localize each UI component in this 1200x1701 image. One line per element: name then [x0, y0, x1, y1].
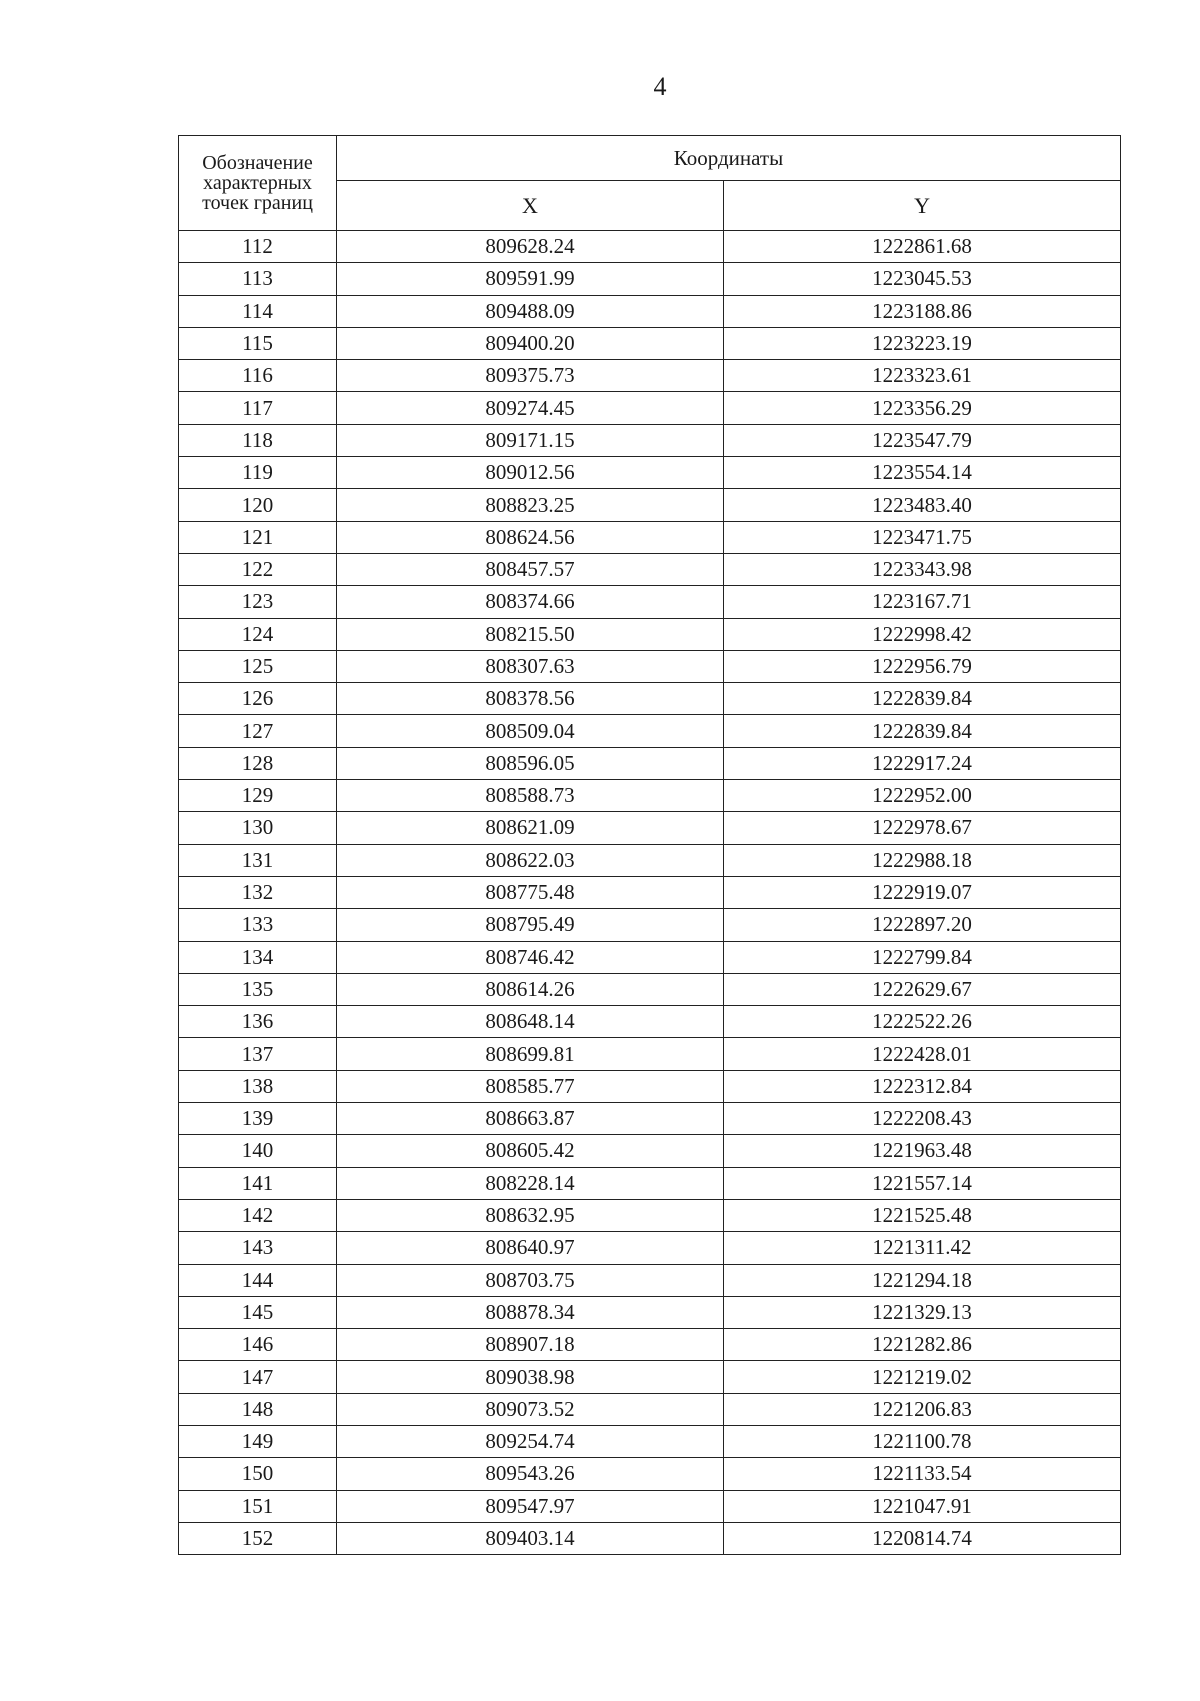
point-cell: 116: [179, 360, 337, 392]
y-cell: 1222897.20: [724, 909, 1121, 941]
x-cell: 809012.56: [337, 457, 724, 489]
x-cell: 808605.42: [337, 1135, 724, 1167]
x-cell: 808457.57: [337, 553, 724, 585]
point-cell: 123: [179, 586, 337, 618]
x-cell: 808588.73: [337, 780, 724, 812]
point-column-header: Обозначение характерных точек границ: [179, 136, 337, 231]
table-row: [179, 650, 1121, 682]
y-cell: 1222998.42: [724, 618, 1121, 650]
table-row: [179, 941, 1121, 973]
x-cell: 808614.26: [337, 973, 724, 1005]
y-cell: 1221100.78: [724, 1425, 1121, 1457]
point-cell: 113: [179, 263, 337, 295]
x-cell: 808509.04: [337, 715, 724, 747]
x-cell: 808648.14: [337, 1006, 724, 1038]
y-cell: 1221557.14: [724, 1167, 1121, 1199]
x-column-header: X: [337, 181, 724, 231]
point-cell: 134: [179, 941, 337, 973]
point-cell: 142: [179, 1199, 337, 1231]
point-cell: 124: [179, 618, 337, 650]
point-cell: 140: [179, 1135, 337, 1167]
table-row: [179, 1425, 1121, 1457]
y-cell: 1222839.84: [724, 715, 1121, 747]
table-row: [179, 1070, 1121, 1102]
y-cell: 1223343.98: [724, 553, 1121, 585]
x-cell: 808795.49: [337, 909, 724, 941]
table-row: [179, 1232, 1121, 1264]
y-cell: 1222861.68: [724, 231, 1121, 263]
table-row: [179, 327, 1121, 359]
table-row: [179, 457, 1121, 489]
table-row: [179, 1006, 1121, 1038]
point-cell: 149: [179, 1425, 337, 1457]
y-cell: 1223483.40: [724, 489, 1121, 521]
y-cell: 1222956.79: [724, 650, 1121, 682]
table-row: [179, 1038, 1121, 1070]
table-row: [179, 489, 1121, 521]
y-cell: 1223471.75: [724, 521, 1121, 553]
y-cell: 1221206.83: [724, 1393, 1121, 1425]
x-cell: 809403.14: [337, 1522, 724, 1554]
table-row: [179, 424, 1121, 456]
x-cell: 809038.98: [337, 1361, 724, 1393]
y-cell: 1223554.14: [724, 457, 1121, 489]
point-cell: 119: [179, 457, 337, 489]
page-number: 4: [653, 72, 667, 101]
x-cell: 809628.24: [337, 231, 724, 263]
table-body: [179, 231, 1121, 1555]
table-row: [179, 1103, 1121, 1135]
x-cell: 808703.75: [337, 1264, 724, 1296]
point-cell: 146: [179, 1329, 337, 1361]
y-cell: 1223188.86: [724, 295, 1121, 327]
y-cell: 1221282.86: [724, 1329, 1121, 1361]
table-row: [179, 360, 1121, 392]
point-cell: 118: [179, 424, 337, 456]
table-row: [179, 263, 1121, 295]
y-cell: 1223167.71: [724, 586, 1121, 618]
y-cell: 1222919.07: [724, 876, 1121, 908]
y-cell: 1221311.42: [724, 1232, 1121, 1264]
coordinates-table: [178, 135, 1121, 1555]
x-cell: 808907.18: [337, 1329, 724, 1361]
x-cell: 808585.77: [337, 1070, 724, 1102]
point-cell: 114: [179, 295, 337, 327]
x-cell: 808746.42: [337, 941, 724, 973]
y-cell: 1222629.67: [724, 973, 1121, 1005]
y-cell: 1221525.48: [724, 1199, 1121, 1231]
x-cell: 808374.66: [337, 586, 724, 618]
point-cell: 141: [179, 1167, 337, 1199]
y-cell: 1222978.67: [724, 812, 1121, 844]
point-cell: 150: [179, 1458, 337, 1490]
table-row: [179, 1167, 1121, 1199]
x-cell: 809171.15: [337, 424, 724, 456]
x-cell: 808378.56: [337, 683, 724, 715]
point-cell: 145: [179, 1296, 337, 1328]
x-cell: 808663.87: [337, 1103, 724, 1135]
x-cell: 808823.25: [337, 489, 724, 521]
y-cell: 1222428.01: [724, 1038, 1121, 1070]
x-cell: 809543.26: [337, 1458, 724, 1490]
point-cell: 137: [179, 1038, 337, 1070]
x-cell: 809073.52: [337, 1393, 724, 1425]
point-cell: 122: [179, 553, 337, 585]
x-cell: 808228.14: [337, 1167, 724, 1199]
x-cell: 808878.34: [337, 1296, 724, 1328]
point-cell: 148: [179, 1393, 337, 1425]
point-cell: 152: [179, 1522, 337, 1554]
x-cell: 808622.03: [337, 844, 724, 876]
point-cell: 126: [179, 683, 337, 715]
point-cell: 115: [179, 327, 337, 359]
x-cell: 809400.20: [337, 327, 724, 359]
x-cell: 808640.97: [337, 1232, 724, 1264]
table-row: [179, 909, 1121, 941]
table-row: [179, 1264, 1121, 1296]
point-cell: 128: [179, 747, 337, 779]
y-cell: 1222952.00: [724, 780, 1121, 812]
point-cell: 112: [179, 231, 337, 263]
y-cell: 1222988.18: [724, 844, 1121, 876]
y-cell: 1221963.48: [724, 1135, 1121, 1167]
x-cell: 808624.56: [337, 521, 724, 553]
x-cell: 809488.09: [337, 295, 724, 327]
table-row: [179, 1329, 1121, 1361]
table-row: [179, 812, 1121, 844]
x-cell: 808215.50: [337, 618, 724, 650]
y-cell: 1223547.79: [724, 424, 1121, 456]
point-cell: 138: [179, 1070, 337, 1102]
table-row: [179, 1361, 1121, 1393]
y-cell: 1221133.54: [724, 1458, 1121, 1490]
table-header: [179, 136, 1121, 231]
table-row: [179, 392, 1121, 424]
point-cell: 151: [179, 1490, 337, 1522]
x-cell: 808596.05: [337, 747, 724, 779]
x-cell: 809274.45: [337, 392, 724, 424]
table-row: [179, 618, 1121, 650]
y-cell: 1221047.91: [724, 1490, 1121, 1522]
point-cell: 125: [179, 650, 337, 682]
y-cell: 1222312.84: [724, 1070, 1121, 1102]
point-cell: 129: [179, 780, 337, 812]
x-cell: 808632.95: [337, 1199, 724, 1231]
y-cell: 1223223.19: [724, 327, 1121, 359]
table-row: [179, 683, 1121, 715]
table-row: [179, 553, 1121, 585]
table-row: [179, 1522, 1121, 1554]
point-cell: 139: [179, 1103, 337, 1135]
x-cell: 809591.99: [337, 263, 724, 295]
table-row: [179, 1458, 1121, 1490]
table-row: [179, 1393, 1121, 1425]
point-cell: 131: [179, 844, 337, 876]
table-row: [179, 747, 1121, 779]
y-cell: 1221219.02: [724, 1361, 1121, 1393]
point-cell: 130: [179, 812, 337, 844]
x-cell: 809254.74: [337, 1425, 724, 1457]
x-cell: 808775.48: [337, 876, 724, 908]
x-cell: 809375.73: [337, 360, 724, 392]
table-row: [179, 295, 1121, 327]
table-row: [179, 844, 1121, 876]
point-cell: 144: [179, 1264, 337, 1296]
y-cell: 1223356.29: [724, 392, 1121, 424]
table-row: [179, 876, 1121, 908]
y-cell: 1222208.43: [724, 1103, 1121, 1135]
point-cell: 121: [179, 521, 337, 553]
y-cell: 1221329.13: [724, 1296, 1121, 1328]
y-cell: 1220814.74: [724, 1522, 1121, 1554]
y-cell: 1223323.61: [724, 360, 1121, 392]
y-cell: 1222917.24: [724, 747, 1121, 779]
table-row: [179, 231, 1121, 263]
point-cell: 117: [179, 392, 337, 424]
table-row: [179, 521, 1121, 553]
table-row: [179, 1296, 1121, 1328]
point-cell: 143: [179, 1232, 337, 1264]
point-cell: 132: [179, 876, 337, 908]
table-row: [179, 1490, 1121, 1522]
y-cell: 1222799.84: [724, 941, 1121, 973]
table-row: [179, 973, 1121, 1005]
x-cell: 808307.63: [337, 650, 724, 682]
table-row: [179, 586, 1121, 618]
point-cell: 136: [179, 1006, 337, 1038]
y-column-header: Y: [724, 181, 1121, 231]
table-row: [179, 1135, 1121, 1167]
y-cell: 1222522.26: [724, 1006, 1121, 1038]
table-row: [179, 715, 1121, 747]
point-cell: 127: [179, 715, 337, 747]
coordinates-column-header: Координаты: [337, 136, 1121, 181]
table-row: [179, 1199, 1121, 1231]
table-row: [179, 780, 1121, 812]
x-cell: 809547.97: [337, 1490, 724, 1522]
x-cell: 808699.81: [337, 1038, 724, 1070]
point-cell: 120: [179, 489, 337, 521]
y-cell: 1223045.53: [724, 263, 1121, 295]
x-cell: 808621.09: [337, 812, 724, 844]
point-cell: 135: [179, 973, 337, 1005]
y-cell: 1222839.84: [724, 683, 1121, 715]
point-cell: 133: [179, 909, 337, 941]
y-cell: 1221294.18: [724, 1264, 1121, 1296]
point-cell: 147: [179, 1361, 337, 1393]
